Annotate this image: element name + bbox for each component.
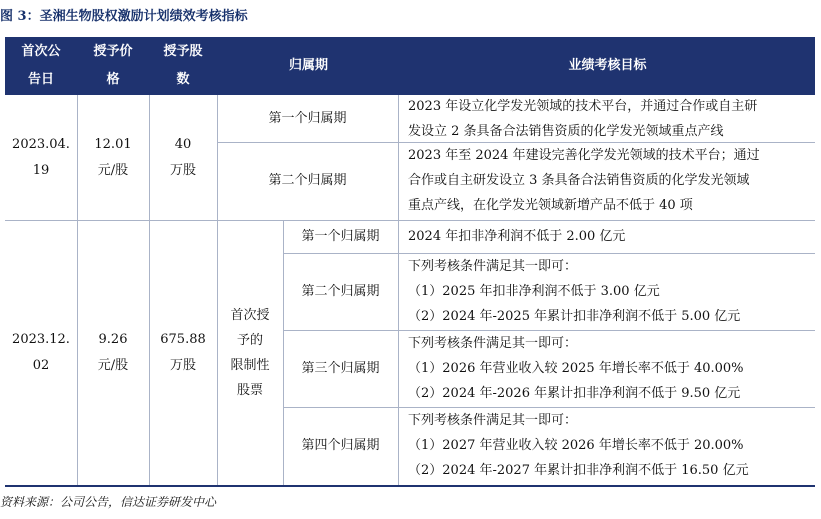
plan2-goal-3: 下列考核条件满足其一即可： （1）2026 年营业收入较 2025 年增长率不低于 40.00% （2）2024 年-2026 年累计扣非净利润不低于 9.50 亿元 — [408, 336, 744, 401]
plan2-goal-4: 下列考核条件满足其一即可： （1）2027 年营业收入较 2026 年增长率不低于 20.00% （2）2024 年-2027 年累计扣非净利润不低于 16.50 亿元 — [408, 413, 749, 478]
grid-line — [398, 95, 399, 485]
plan2-period-3: 第三个归属期 — [301, 360, 380, 376]
header-announce-date: 首次公 告日 — [21, 44, 61, 87]
plan2-grant-shares: 675.88 万股 — [160, 331, 206, 373]
plan2-goal-1: 2024 年扣非净利润不低于 2.00 亿元 — [408, 229, 626, 244]
plan1-period-1: 第一个归属期 — [268, 110, 347, 126]
header-grant-shares: 授予股 数 — [163, 44, 203, 87]
header-performance-goal: 业绩考核目标 — [568, 58, 647, 73]
figure-title: 图 3：圣湘生物股权激励计划绩效考核指标 — [0, 9, 248, 24]
table-header — [5, 37, 815, 95]
table-bottom-rule — [5, 485, 815, 487]
plan1-grant-price: 12.01 元/股 — [94, 136, 132, 178]
header-grant-price: 授予价 格 — [93, 44, 133, 87]
plan1-announce-date: 2023.04. 19 — [12, 136, 70, 178]
plan2-announce-date: 2023.12. 02 — [12, 331, 70, 373]
plan2-period-2: 第二个归属期 — [301, 283, 380, 299]
plan1-goal-1: 2023 年设立化学发光领域的技术平台，并通过合作或自主研 发设立 2 条具备合法销售资质的化学发光领域重点产线 — [408, 99, 758, 139]
plan1-goal-2: 2023 年至 2024 年建设完善化学发光领域的技术平台；通过 合作或自主研发设立 3 条具备合法销售资质的化学发光领域 重点产线，在化学发光领域新增产品不低于 40 项 — [408, 148, 760, 213]
plan2-goal-2: 下列考核条件满足其一即可： （1）2025 年扣非净利润不低于 3.00 亿元 （2）2024 年-2025 年累计扣非净利润不低于 5.00 亿元 — [408, 259, 741, 324]
header-vesting-period: 归属期 — [288, 58, 328, 73]
plan2-period-1: 第一个归属期 — [301, 228, 380, 244]
plan1-grant-shares: 40 万股 — [169, 136, 196, 178]
plan2-stock-type: 首次授 予的 限制性 股票 — [230, 307, 270, 398]
plan2-period-4: 第四个归属期 — [301, 438, 380, 453]
source-note: 资料来源：公司公告，信达证券研发中心 — [0, 495, 217, 509]
plan2-grant-price: 9.26 元/股 — [97, 331, 129, 373]
plan1-period-2: 第二个归属期 — [268, 173, 347, 188]
